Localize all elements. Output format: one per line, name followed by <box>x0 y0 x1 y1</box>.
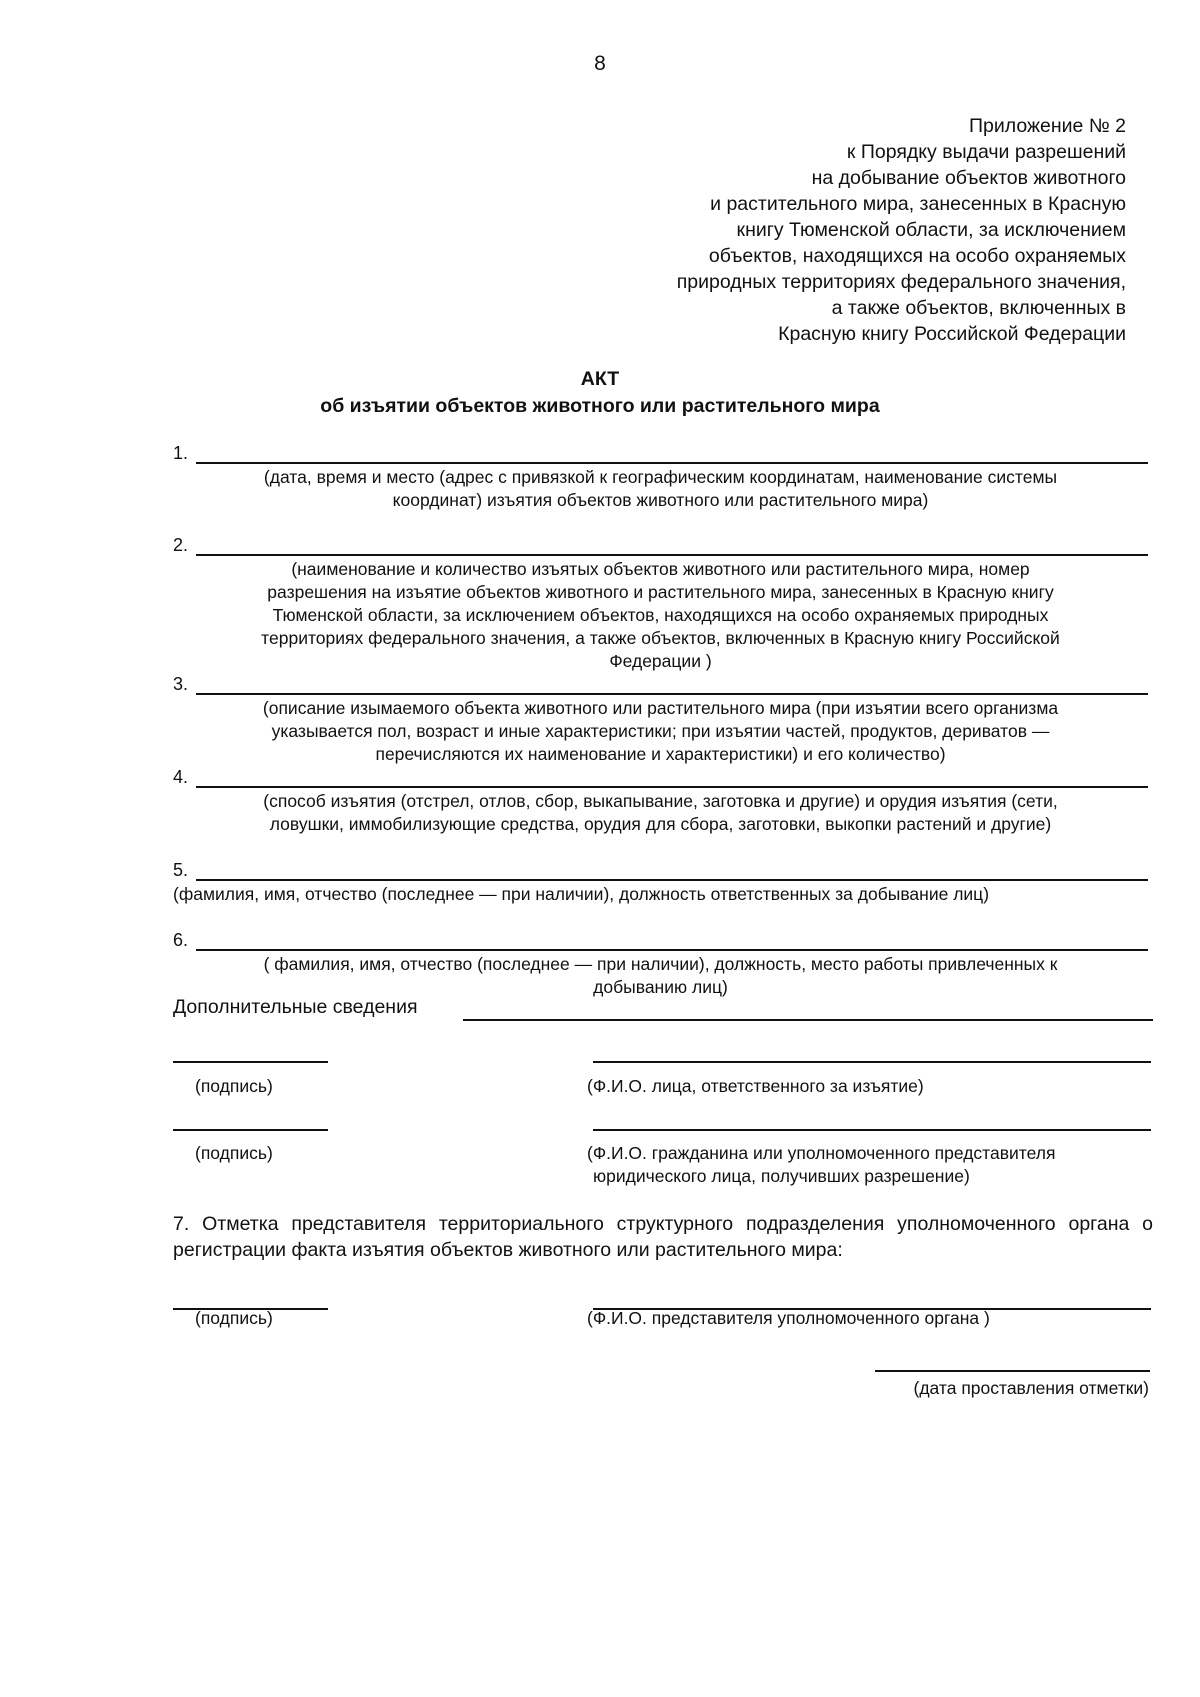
signature-line-2[interactable] <box>173 1129 328 1131</box>
field-number: 6. <box>173 930 189 950</box>
field-number: 1. <box>173 443 189 463</box>
additional-info-input-line[interactable] <box>463 1019 1153 1021</box>
date-mark-line[interactable] <box>875 1370 1150 1372</box>
permit-holder-name-label <box>587 1142 1055 1188</box>
signature-label-1: (подпись) <box>195 1076 273 1096</box>
field-number: 2. <box>173 535 189 555</box>
appendix-line: а также объектов, включенных в <box>831 297 1126 319</box>
appendix-line: объектов, находящихся на особо охраняемых <box>708 245 1126 267</box>
hint-line: (описание изымаемого объекта животного или растительного мира (при изъятии всего организма <box>262 698 1059 718</box>
field-1-input-line[interactable] <box>196 462 1148 464</box>
hint-line: территориях федерального значения, а также объектов, включенных в Красную книгу Российской <box>261 628 1060 648</box>
registration-note: 7. Отметка представителя территориального структурного подразделения уполномоченного органа о регистрации факта изъятия объектов животного или растительного мира: <box>173 1213 1153 1261</box>
field-5-input-line[interactable] <box>196 879 1148 881</box>
field-number: 5. <box>173 860 189 880</box>
permit-holder-label-line: (Ф.И.О. гражданина или уполномоченного представителя <box>587 1143 1056 1163</box>
appendix-line: Приложение № 2 <box>969 115 1126 137</box>
field-1-hint <box>173 466 1148 512</box>
title-line-1: АКТ <box>580 368 620 390</box>
additional-info-label: Дополнительные сведения <box>173 996 418 1018</box>
appendix-line: природных территориях федерального значения, <box>676 271 1126 293</box>
document-title <box>0 366 1200 420</box>
appendix-line: книгу Тюменской области, за исключением <box>736 219 1126 241</box>
signature-label-3: (подпись) <box>195 1308 273 1328</box>
field-5-hint <box>173 883 1148 906</box>
field-number: 3. <box>173 674 189 694</box>
hint-line: разрешения на изъятие объектов животного и растительного мира, занесенных в Красную книгу <box>267 582 1054 602</box>
hint-line: добыванию лиц) <box>593 977 728 997</box>
field-number: 4. <box>173 767 189 787</box>
appendix-line: на добывание объектов животного <box>811 167 1126 189</box>
date-mark-label: (дата проставления отметки) <box>913 1378 1149 1398</box>
field-4-hint <box>173 790 1148 836</box>
permit-holder-label-line: юридического лица, получивших разрешение) <box>593 1166 970 1186</box>
page-number: 8 <box>594 52 606 75</box>
appendix-line: Красную книгу Российской Федерации <box>778 323 1126 345</box>
hint-line: перечисляются их наименование и характеристики) и его количество) <box>375 744 946 764</box>
hint-line: (способ изъятия (отстрел, отлов, сбор, выкапывание, заготовка и другие) и орудия изъятия (сети, <box>263 791 1058 811</box>
responsible-name-line[interactable] <box>593 1061 1151 1063</box>
title-line-2: об изъятии объектов животного или растительного мира <box>320 395 880 417</box>
hint-line: ловушки, иммобилизующие средства, орудия для сбора, заготовки, выкопки растений и другие) <box>269 814 1052 834</box>
field-4-input-line[interactable] <box>196 786 1148 788</box>
hint-line: (дата, время и место (адрес с привязкой к географическим координатам, наименование системы <box>263 467 1058 487</box>
hint-line: ( фамилия, имя, отчество (последнее — при наличии), должность, место работы привлеченных к <box>263 954 1058 974</box>
hint-line: (фамилия, имя, отчество (последнее — при наличии), должность ответственных за добывание лиц) <box>173 884 990 904</box>
field-6-hint <box>173 953 1148 999</box>
appendix-line: к Порядку выдачи разрешений <box>846 141 1126 163</box>
hint-line: координат) изъятия объектов животного или растительного мира) <box>392 490 929 510</box>
field-6-input-line[interactable] <box>196 949 1148 951</box>
hint-line: (наименование и количество изъятых объектов животного или растительного мира, номер <box>291 559 1030 579</box>
signature-line-1[interactable] <box>173 1061 328 1063</box>
field-2-input-line[interactable] <box>196 554 1148 556</box>
hint-line: Тюменской области, за исключением объектов, находящихся на особо охраняемых природных <box>272 605 1049 625</box>
field-2-hint <box>173 558 1148 673</box>
appendix-header <box>566 113 1126 347</box>
hint-line: Федерации ) <box>609 651 712 671</box>
responsible-name-label: (Ф.И.О. лица, ответственного за изъятие) <box>587 1076 924 1096</box>
hint-line: указывается пол, возраст и иные характеристики; при изъятии частей, продуктов, дериватов — <box>271 721 1050 741</box>
permit-holder-name-line[interactable] <box>593 1129 1151 1131</box>
signature-label-2: (подпись) <box>195 1143 273 1163</box>
authority-rep-name-label: (Ф.И.О. представителя уполномоченного органа ) <box>587 1308 990 1328</box>
field-3-input-line[interactable] <box>196 693 1148 695</box>
appendix-line: и растительного мира, занесенных в Красную <box>710 193 1126 215</box>
field-3-hint <box>173 697 1148 766</box>
